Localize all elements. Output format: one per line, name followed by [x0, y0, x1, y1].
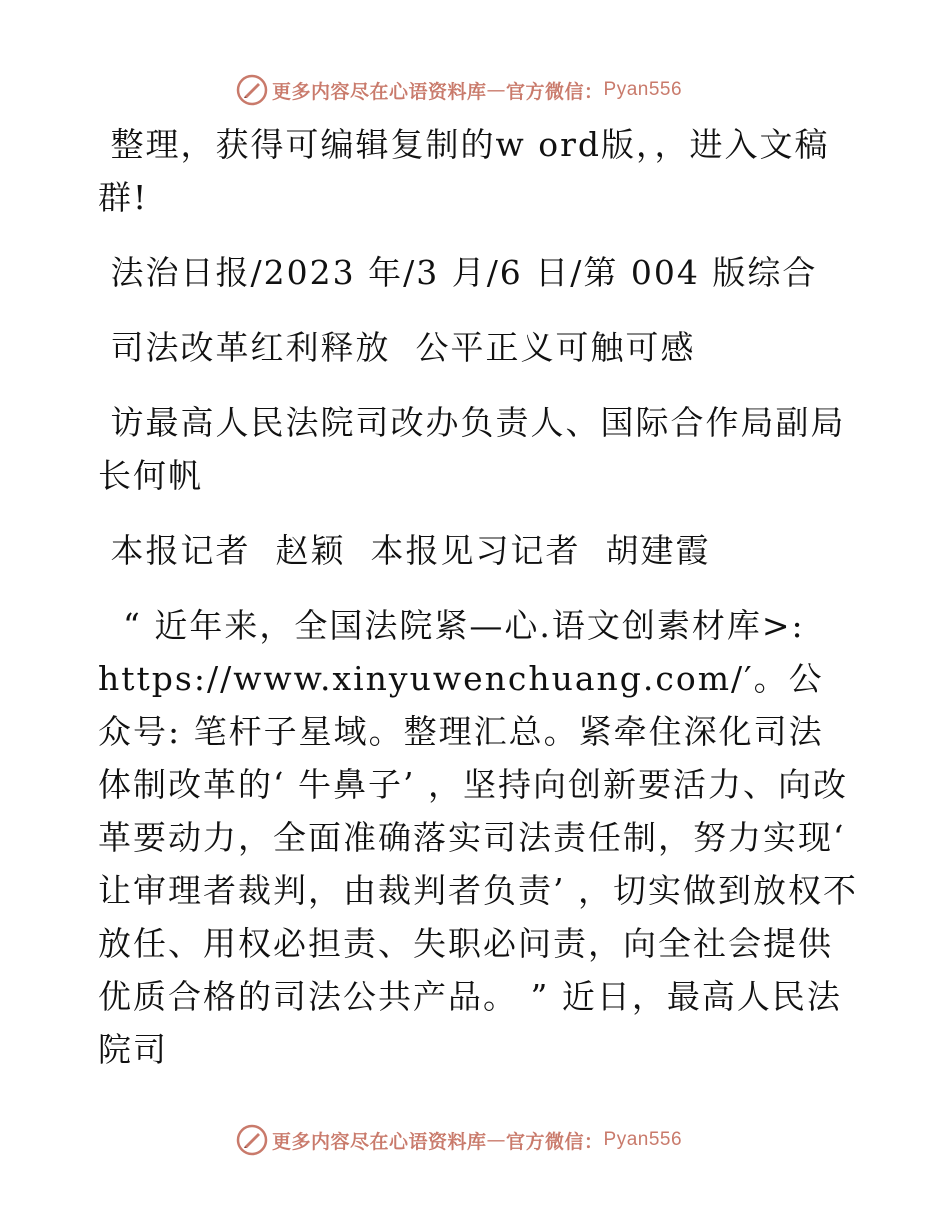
watermark-wechat-id: Pyan556	[603, 1129, 683, 1150]
source-line: 法治日报/2023 年/3 月/6 日/第 004 版综合	[98, 253, 818, 292]
header-watermark	[236, 72, 756, 108]
watermark-text: 更多内容尽在心语资料库	[272, 1130, 487, 1153]
document-body	[98, 118, 858, 1076]
quill-seal-icon	[236, 1124, 268, 1156]
watermark-wechat-id: Pyan556	[603, 79, 683, 100]
watermark-wechat-label: 官方微信：	[506, 1130, 604, 1153]
watermark-wechat-label: 官方微信：	[506, 80, 604, 103]
byline: 本报记者 赵颖 本报见习记者 胡建霞	[98, 531, 711, 570]
footer-watermark	[236, 1122, 756, 1158]
watermark-text: 更多内容尽在心语资料库	[272, 80, 487, 103]
intro-paragraph: 整理，获得可编辑复制的w ord版，，进入文稿群!	[98, 125, 830, 217]
watermark-dash: —	[486, 79, 507, 101]
watermark-dash: —	[486, 1129, 507, 1151]
body-paragraph: “ 近年来，全国法院紧—心.语文创素材库>: https://www.xinyuwenchuang.com/′。公众号: 笔杆子星域。整理汇总。紧牵住深化司法体制改革的‘ 牛鼻子’ ，坚持向创新要活力、向改革要动力，全面准确落实司法责任制，努力实现‘ 让审理者裁判，由裁判者负责’ ，切实做到放权不放任、用权必担责、失职必问责，向全社会提供优质合格的司法公共产品。 ” 近日，最高人民法院司	[98, 606, 858, 1069]
quill-seal-icon	[236, 74, 268, 106]
headline: 司法改革红利释放 公平正义可触可感	[98, 328, 696, 367]
subheadline: 访最高人民法院司改办负责人、国际合作局副局长何帆	[98, 403, 846, 495]
